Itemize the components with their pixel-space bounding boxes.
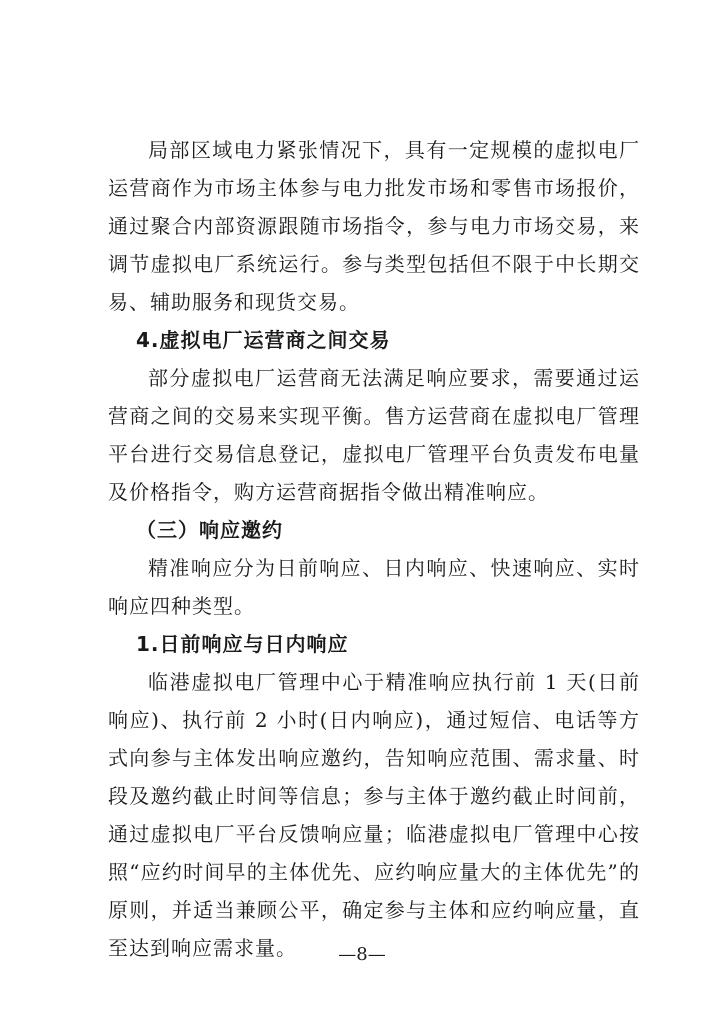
paragraph-day-ahead-intraday: 临港虚拟电厂管理中心于精准响应执行前 1 天(日前响应)、执行前 2 小时(日内响应)，通过短信、电话等方式向参与主体发出响应邀约，告知响应范围、需求量、时段及邀约截止时间等信息；参与主体于邀约截止时间前，通过虚拟电厂平台反馈响应量；临港虚拟电厂管理中心按照“应约时间早的主体优先、应约响应量大的主体优先”的原则，并适当兼顾公平，确定参与主体和应约响应量，直至达到响应需求量。	[108, 670, 640, 960]
document-body	[108, 131, 640, 967]
section-heading-operator-trading: 4.虚拟电厂运营商之间交易	[136, 328, 391, 352]
paragraph-response-types: 精准响应分为日前响应、日内响应、快速响应、实时响应四种类型。	[108, 556, 640, 618]
paragraph-operator-trading: 部分虚拟电厂运营商无法满足响应要求，需要通过运营商之间的交易来实现平衡。售方运营商在虚拟电厂管理平台进行交易信息登记，虚拟电厂管理平台负责发布电量及价格指令，购方运营商据指令做出精准响应。	[108, 366, 640, 504]
paragraph-market-participation: 局部区域电力紧张情况下，具有一定规模的虚拟电厂运营商作为市场主体参与电力批发市场和零售市场报价，通过聚合内部资源跟随市场指令，参与电力市场交易，来调节虚拟电厂系统运行。参与类型包括但不限于中长期交易、辅助服务和现货交易。	[108, 138, 640, 314]
page-number: —8—	[338, 944, 386, 965]
section-heading-response-invitation: （三）响应邀约	[136, 518, 283, 542]
section-heading-day-ahead-intraday: 1.日前响应与日内响应	[136, 632, 349, 656]
